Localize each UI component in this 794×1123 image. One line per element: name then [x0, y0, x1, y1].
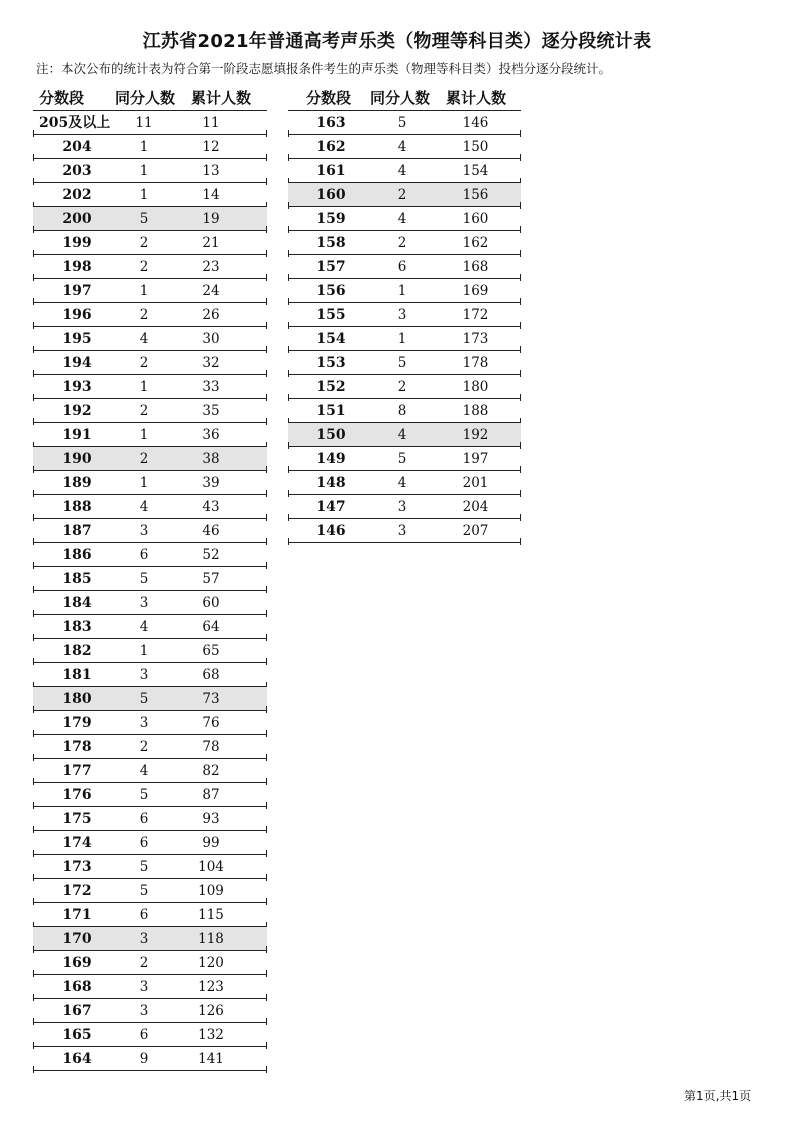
score-cell: 205及以上	[39, 115, 111, 131]
page-footer: 第1页,共1页	[684, 1089, 752, 1103]
cumulative-cell: 173	[462, 331, 489, 347]
table-row	[288, 231, 521, 255]
score-cell: 150	[316, 427, 346, 443]
cumulative-cell: 204	[462, 499, 489, 515]
cumulative-cell: 19	[202, 211, 220, 227]
score-cell: 191	[62, 427, 92, 443]
score-cell: 172	[62, 883, 92, 899]
cumulative-cell: 26	[202, 307, 220, 323]
table-row	[33, 303, 267, 327]
page-title: 江苏省2021年普通高考声乐类（物理等科目类）逐分段统计表	[142, 31, 652, 52]
cumulative-cell: 35	[202, 403, 220, 419]
same-count-cell: 4	[139, 619, 149, 635]
same-count-cell: 4	[139, 499, 149, 515]
table-row	[288, 519, 521, 543]
table-row	[33, 855, 267, 879]
table-row	[33, 183, 267, 207]
same-count-cell: 5	[139, 787, 149, 803]
score-cell: 182	[62, 643, 92, 659]
table-row	[33, 255, 267, 279]
score-cell: 159	[316, 211, 346, 227]
score-cell: 149	[316, 451, 346, 467]
same-count-cell: 4	[397, 475, 407, 491]
table-header	[33, 86, 267, 111]
cumulative-cell: 118	[198, 931, 224, 947]
header-score: 分数段	[39, 89, 85, 107]
cumulative-cell: 65	[202, 643, 220, 659]
cumulative-cell: 32	[202, 355, 220, 371]
same-count-cell: 3	[397, 523, 407, 539]
same-count-cell: 2	[139, 451, 149, 467]
cumulative-cell: 104	[198, 859, 224, 875]
same-count-cell: 5	[397, 451, 407, 467]
score-cell: 197	[62, 283, 92, 299]
table-row	[288, 279, 521, 303]
cumulative-cell: 156	[462, 187, 489, 203]
cumulative-cell: 64	[202, 619, 220, 635]
cumulative-cell: 109	[198, 883, 224, 899]
same-count-cell: 4	[397, 211, 407, 227]
table-row	[33, 543, 267, 567]
same-count-cell: 3	[139, 523, 149, 539]
cumulative-cell: 13	[202, 163, 220, 179]
table-row	[33, 135, 267, 159]
table-row	[33, 375, 267, 399]
score-cell: 202	[62, 187, 92, 203]
cumulative-cell: 132	[198, 1027, 224, 1043]
table-row	[288, 471, 521, 495]
cumulative-cell: 160	[462, 211, 489, 227]
cumulative-cell: 192	[462, 427, 489, 443]
table-row	[33, 687, 267, 711]
cumulative-cell: 87	[202, 787, 220, 803]
same-count-cell: 3	[139, 979, 149, 995]
same-count-cell: 5	[139, 859, 149, 875]
cumulative-cell: 126	[198, 1003, 224, 1019]
table-note: 注：本次公布的统计表为符合第一阶段志愿填报条件考生的声乐类（物理等科目类）投档分逐分段统计。	[36, 61, 612, 76]
same-count-cell: 2	[397, 187, 407, 203]
cumulative-cell: 21	[202, 235, 220, 251]
cumulative-cell: 57	[202, 571, 220, 587]
table-row	[33, 783, 267, 807]
score-cell: 204	[62, 139, 92, 155]
cumulative-cell: 115	[198, 907, 224, 923]
same-count-cell: 6	[139, 811, 149, 827]
table-row	[288, 495, 521, 519]
cumulative-cell: 76	[202, 715, 220, 731]
cumulative-cell: 82	[202, 763, 220, 779]
score-cell: 177	[62, 763, 92, 779]
score-cell: 183	[62, 619, 92, 635]
same-count-cell: 3	[139, 715, 149, 731]
score-cell: 193	[62, 379, 92, 395]
score-cell: 174	[62, 835, 92, 851]
table-row	[33, 903, 267, 927]
same-count-cell: 3	[139, 1003, 149, 1019]
same-count-cell: 1	[397, 283, 407, 299]
score-cell: 178	[62, 739, 92, 755]
table-row	[33, 327, 267, 351]
cumulative-cell: 201	[462, 475, 489, 491]
table-row	[33, 207, 267, 231]
score-cell: 200	[62, 211, 92, 227]
score-cell: 179	[62, 715, 92, 731]
cumulative-cell: 36	[202, 427, 220, 443]
cumulative-cell: 197	[462, 451, 489, 467]
cumulative-cell: 39	[202, 475, 220, 491]
score-cell: 184	[62, 595, 92, 611]
cumulative-cell: 11	[202, 115, 220, 131]
same-count-cell: 4	[139, 331, 149, 347]
cumulative-cell: 73	[202, 691, 220, 707]
cumulative-cell: 68	[202, 667, 220, 683]
same-count-cell: 2	[397, 235, 407, 251]
score-cell: 156	[316, 283, 346, 299]
cumulative-cell: 207	[462, 523, 489, 539]
table-row	[33, 807, 267, 831]
table-row	[288, 207, 521, 231]
score-cell: 203	[62, 163, 92, 179]
score-cell: 164	[62, 1051, 92, 1067]
score-cell: 154	[316, 331, 346, 347]
score-cell: 160	[316, 187, 346, 203]
score-table-right	[288, 86, 521, 543]
table-row	[288, 423, 521, 447]
same-count-cell: 4	[397, 139, 407, 155]
cumulative-cell: 60	[202, 595, 220, 611]
score-cell: 195	[62, 331, 92, 347]
table-row	[288, 351, 521, 375]
same-count-cell: 6	[139, 547, 149, 563]
same-count-cell: 11	[135, 115, 153, 131]
score-cell: 188	[62, 499, 92, 515]
table-row	[33, 519, 267, 543]
score-cell: 186	[62, 547, 92, 563]
cumulative-cell: 154	[462, 163, 489, 179]
header-score: 分数段	[306, 89, 352, 107]
table-row	[33, 711, 267, 735]
score-cell: 189	[62, 475, 92, 491]
score-cell: 170	[62, 931, 92, 947]
score-cell: 163	[316, 115, 346, 131]
score-cell: 169	[62, 955, 92, 971]
cumulative-cell: 12	[202, 139, 220, 155]
score-cell: 194	[62, 355, 92, 371]
same-count-cell: 5	[139, 883, 149, 899]
same-count-cell: 1	[397, 331, 407, 347]
score-cell: 180	[62, 691, 92, 707]
same-count-cell: 1	[139, 427, 149, 443]
table-row	[33, 999, 267, 1023]
table-row	[33, 951, 267, 975]
score-cell: 181	[62, 667, 92, 683]
table-row	[33, 447, 267, 471]
score-cell: 162	[316, 139, 346, 155]
score-cell: 175	[62, 811, 92, 827]
table-row	[33, 1047, 267, 1071]
same-count-cell: 5	[397, 115, 407, 131]
cumulative-cell: 78	[202, 739, 220, 755]
cumulative-cell: 150	[462, 139, 489, 155]
same-count-cell: 2	[139, 955, 149, 971]
table-row	[288, 447, 521, 471]
score-cell: 153	[316, 355, 346, 371]
score-cell: 187	[62, 523, 92, 539]
same-count-cell: 2	[139, 355, 149, 371]
same-count-cell: 3	[139, 667, 149, 683]
cumulative-cell: 169	[462, 283, 489, 299]
score-cell: 190	[62, 451, 92, 467]
cumulative-cell: 120	[198, 955, 224, 971]
cumulative-cell: 43	[202, 499, 220, 515]
table-body-left	[33, 111, 267, 1071]
table-row	[288, 135, 521, 159]
table-row	[33, 927, 267, 951]
table-row	[288, 159, 521, 183]
same-count-cell: 2	[139, 307, 149, 323]
same-count-cell: 5	[139, 211, 149, 227]
same-count-cell: 3	[397, 307, 407, 323]
same-count-cell: 9	[139, 1051, 149, 1067]
cumulative-cell: 33	[202, 379, 220, 395]
same-count-cell: 5	[397, 355, 407, 371]
same-count-cell: 1	[139, 643, 149, 659]
score-cell: 155	[316, 307, 346, 323]
cumulative-cell: 46	[202, 523, 220, 539]
table-row	[33, 1023, 267, 1047]
table-row	[33, 399, 267, 423]
table-row	[33, 735, 267, 759]
score-cell: 185	[62, 571, 92, 587]
score-cell: 171	[62, 907, 92, 923]
cumulative-cell: 146	[462, 115, 489, 131]
table-row	[33, 471, 267, 495]
table-row	[33, 879, 267, 903]
score-cell: 161	[316, 163, 346, 179]
cumulative-cell: 123	[198, 979, 224, 995]
cumulative-cell: 172	[462, 307, 489, 323]
same-count-cell: 1	[139, 283, 149, 299]
table-row	[33, 159, 267, 183]
same-count-cell: 6	[397, 259, 407, 275]
cumulative-cell: 93	[202, 811, 220, 827]
score-cell: 158	[316, 235, 346, 251]
table-row	[33, 279, 267, 303]
same-count-cell: 1	[139, 163, 149, 179]
same-count-cell: 2	[397, 379, 407, 395]
same-count-cell: 6	[139, 835, 149, 851]
table-row	[33, 831, 267, 855]
score-cell: 199	[62, 235, 92, 251]
cumulative-cell: 178	[462, 355, 489, 371]
score-cell: 157	[316, 259, 346, 275]
table-row	[33, 615, 267, 639]
header-same: 同分人数	[370, 89, 431, 107]
score-cell: 196	[62, 307, 92, 323]
same-count-cell: 4	[397, 427, 407, 443]
score-cell: 192	[62, 403, 92, 419]
same-count-cell: 2	[139, 235, 149, 251]
table-row	[288, 327, 521, 351]
same-count-cell: 2	[139, 739, 149, 755]
same-count-cell: 3	[139, 931, 149, 947]
score-table-left	[33, 86, 267, 1071]
same-count-cell: 4	[139, 763, 149, 779]
cumulative-cell: 24	[202, 283, 220, 299]
table-row	[33, 639, 267, 663]
same-count-cell: 5	[139, 691, 149, 707]
same-count-cell: 4	[397, 163, 407, 179]
table-row	[288, 399, 521, 423]
table-row	[288, 303, 521, 327]
table-row	[33, 495, 267, 519]
table-row	[33, 567, 267, 591]
cumulative-cell: 180	[462, 379, 489, 395]
cumulative-cell: 52	[202, 547, 220, 563]
table-row	[288, 375, 521, 399]
score-cell: 146	[316, 523, 346, 539]
cumulative-cell: 14	[202, 187, 220, 203]
table-row	[33, 111, 267, 135]
header-cumulative: 累计人数	[446, 89, 507, 107]
same-count-cell: 8	[397, 403, 407, 419]
cumulative-cell: 38	[202, 451, 220, 467]
table-body-right	[288, 111, 521, 543]
cumulative-cell: 30	[202, 331, 220, 347]
cumulative-cell: 141	[198, 1051, 224, 1067]
table-row	[33, 591, 267, 615]
same-count-cell: 3	[139, 595, 149, 611]
score-cell: 148	[316, 475, 346, 491]
table-header	[288, 86, 521, 111]
cumulative-cell: 162	[462, 235, 489, 251]
cumulative-cell: 188	[462, 403, 489, 419]
cumulative-cell: 168	[462, 259, 489, 275]
score-cell: 168	[62, 979, 92, 995]
same-count-cell: 2	[139, 259, 149, 275]
table-row	[33, 759, 267, 783]
cumulative-cell: 23	[202, 259, 220, 275]
score-cell: 173	[62, 859, 92, 875]
table-row	[33, 663, 267, 687]
same-count-cell: 1	[139, 187, 149, 203]
table-row	[288, 183, 521, 207]
same-count-cell: 1	[139, 139, 149, 155]
header-cumulative: 累计人数	[191, 89, 252, 107]
table-row	[288, 255, 521, 279]
score-cell: 198	[62, 259, 92, 275]
same-count-cell: 1	[139, 475, 149, 491]
score-cell: 176	[62, 787, 92, 803]
table-row	[33, 975, 267, 999]
score-cell: 167	[62, 1003, 92, 1019]
table-row	[33, 423, 267, 447]
table-row	[33, 351, 267, 375]
same-count-cell: 6	[139, 907, 149, 923]
same-count-cell: 1	[139, 379, 149, 395]
table-row	[288, 111, 521, 135]
score-cell: 152	[316, 379, 346, 395]
cumulative-cell: 99	[202, 835, 220, 851]
score-cell: 147	[316, 499, 346, 515]
score-cell: 165	[62, 1027, 92, 1043]
same-count-cell: 3	[397, 499, 407, 515]
same-count-cell: 5	[139, 571, 149, 587]
same-count-cell: 2	[139, 403, 149, 419]
score-cell: 151	[316, 403, 346, 419]
table-row	[33, 231, 267, 255]
same-count-cell: 6	[139, 1027, 149, 1043]
header-same: 同分人数	[115, 89, 176, 107]
